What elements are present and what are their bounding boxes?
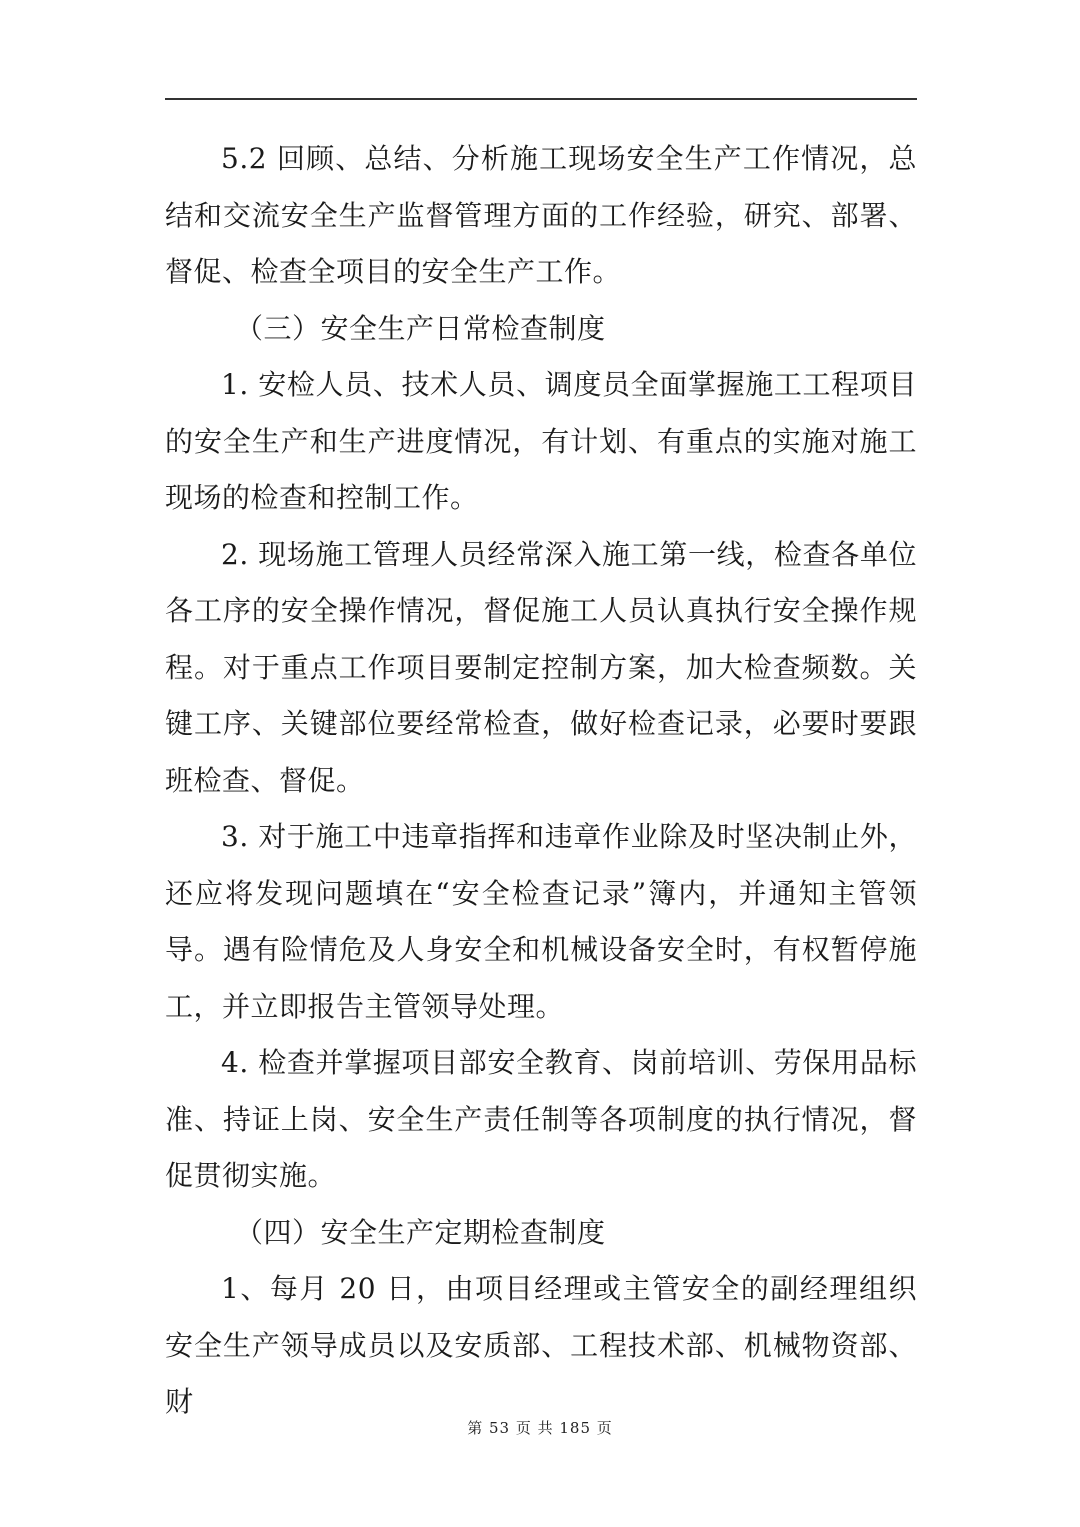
section-heading-4: （四）安全生产定期检查制度 (235, 1215, 606, 1249)
paragraph-item-3: 3. 对于施工中违章指挥和违章作业除及时坚决制止外，还应将发现问题填在“安全检查记录”簿内，并通知主管领导。遇有险情危及人身安全和机械设备安全时，有权暂停施工，并立即报告主管领导处理。 (165, 820, 917, 1023)
page-number-footer: 第 53 页 共 185 页 (467, 1419, 613, 1437)
header-rule (165, 98, 917, 100)
paragraph-periodic-1: 1、每月 20 日，由项目经理或主管安全的副经理组织安全生产领导成员以及安质部、工程技术部、机械物资部、财 (165, 1272, 917, 1418)
paragraph-item-4: 4. 检查并掌握项目部安全教育、岗前培训、劳保用品标准、持证上岗、安全生产责任制等各项制度的执行情况，督促贯彻实施。 (165, 1046, 917, 1192)
document-body (165, 131, 917, 1431)
paragraph-item-2: 2. 现场施工管理人员经常深入施工第一线，检查各单位各工序的安全操作情况，督促施工人员认真执行安全操作规程。对于重点工作项目要制定控制方案，加大检查频数。关键工序、关键部位要经常检查，做好检查记录，必要时要跟班检查、督促。 (165, 537, 917, 797)
paragraph-item-1: 1. 安检人员、技术人员、调度员全面掌握施工工程项目的安全生产和生产进度情况，有计划、有重点的实施对施工现场的检查和控制工作。 (165, 368, 917, 514)
paragraph-5-2: 5.2 回顾、总结、分析施工现场安全生产工作情况，总结和交流安全生产监督管理方面的工作经验，研究、部署、督促、检查全项目的安全生产工作。 (165, 142, 917, 288)
section-heading-3: （三）安全生产日常检查制度 (235, 311, 606, 345)
